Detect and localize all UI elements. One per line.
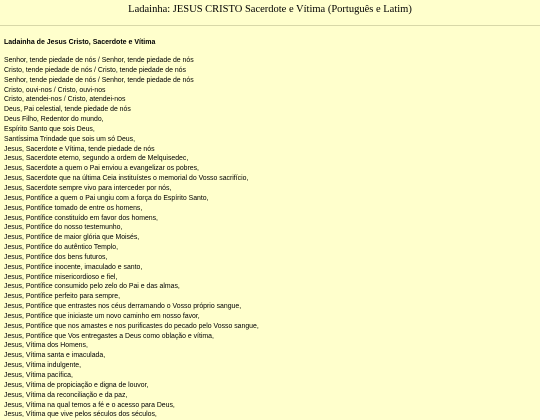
litany-line: Jesus, Pontífice de maior glória que Moisés,: [4, 234, 140, 242]
litany-line: Cristo, ouvi-nos / Cristo, ouvi-nos: [4, 86, 106, 94]
litany-line: Jesus, Pontífice inocente, imaculado e santo,: [4, 263, 143, 271]
litany-line: Jesus, Pontífice que entrastes nos céus derramando o Vosso próprio sangue,: [4, 303, 242, 311]
litany-line: Jesus, Pontífice a quem o Pai ungiu com a força do Espírito Santo,: [4, 194, 209, 202]
litany-line: Cristo, atendei-nos / Cristo, atendei-nos: [4, 96, 126, 104]
litany-line: Jesus, Vítima na qual temos a fé e o acesso para Deus,: [4, 401, 175, 409]
litany-line: Jesus, Vítima de propiciação e digna de louvor,: [4, 381, 149, 389]
litany-line: Deus Filho, Redentor do mundo,: [4, 116, 104, 124]
litany-line: Cristo, tende piedade de nós / Cristo, tende piedade de nós: [4, 66, 186, 74]
page-title: Ladainha: JESUS CRISTO Sacerdote e Vítima (Português e Latim): [0, 0, 540, 26]
document-heading: Ladainha de Jesus Cristo, Sacerdote e Vítima: [4, 39, 156, 46]
litany-line: Jesus, Pontífice tomado de entre os homens,: [4, 204, 143, 212]
litany-line: Deus, Pai celestial, tende piedade de nós: [4, 106, 131, 114]
litany-line: Jesus, Sacerdote sempre vivo para interceder por nós,: [4, 184, 172, 192]
litany-line: Jesus, Pontífice que nos amastes e nos purificastes do pecado pelo Vosso sangue,: [4, 322, 259, 330]
litany-line: Jesus, Vítima dos Homens,: [4, 342, 88, 350]
litany-line: Senhor, tende piedade de nós / Senhor, tende piedade de nós: [4, 76, 194, 84]
litany-line: Jesus, Pontífice do nosso testemunho,: [4, 224, 123, 232]
litany-line: Jesus, Sacerdote e Vítima, tende piedade de nós: [4, 145, 155, 153]
litany-lines: [4, 56, 540, 420]
litany-line: Jesus, Pontífice dos bens futuros,: [4, 253, 108, 261]
litany-line: Jesus, Pontífice constituído em favor dos homens,: [4, 214, 158, 222]
litany-line: Jesus, Sacerdote eterno, segundo a ordem de Melquisedec,: [4, 155, 189, 163]
litany-line: Jesus, Vítima indulgente,: [4, 362, 81, 370]
litany-line: Jesus, Vítima que vive pelos séculos dos séculos,: [4, 411, 157, 419]
litany-line: Espírito Santo que sois Deus,: [4, 125, 95, 133]
litany-line: Jesus, Sacerdote que na última Ceia instituístes o memorial do Vosso sacrifício,: [4, 175, 249, 183]
litany-line: Jesus, Pontífice perfeito para sempre,: [4, 293, 121, 301]
litany-line: Jesus, Pontífice consumido pelo zelo do Pai e das almas,: [4, 283, 180, 291]
litany-line: Jesus, Pontífice que Vos entregastes a Deus como oblação e vítima,: [4, 332, 214, 340]
litany-line: Jesus, Pontífice que iniciaste um novo caminho em nosso favor,: [4, 312, 200, 320]
litany-line: Santíssima Trindade que sois um só Deus,: [4, 135, 135, 143]
litany-line: Jesus, Vítima pacífica,: [4, 372, 73, 379]
litany-line: Jesus, Vítima da reconciliação e da paz,: [4, 391, 128, 399]
litany-line: Senhor, tende piedade de nós / Senhor, tende piedade de nós: [4, 57, 194, 64]
litany-line: Jesus, Vítima santa e imaculada,: [4, 352, 106, 360]
litany-line: Jesus, Sacerdote a quem o Pai enviou a evangelizar os pobres,: [4, 165, 199, 173]
document-body: [0, 26, 540, 419]
litany-line: Jesus, Pontífice misericordioso e fiel,: [4, 273, 118, 281]
litany-line: Jesus, Pontífice do autêntico Templo,: [4, 244, 119, 252]
